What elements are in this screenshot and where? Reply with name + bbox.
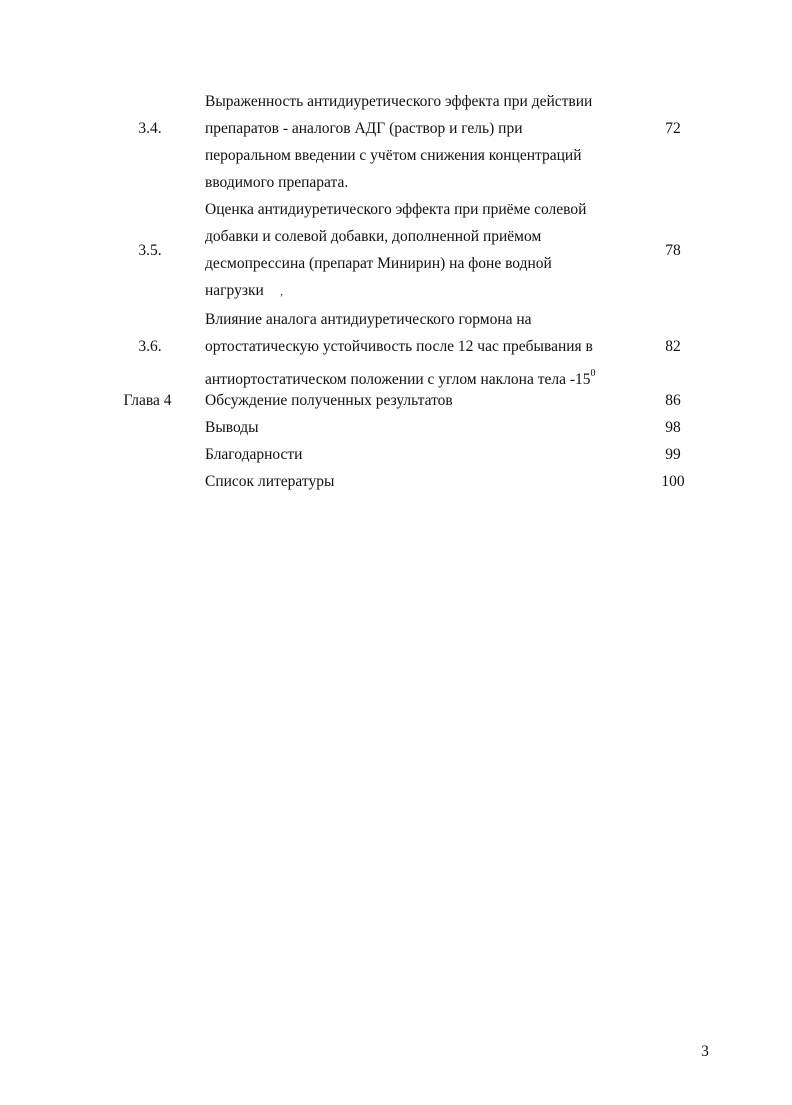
toc-title-line: Выводы: [205, 419, 259, 436]
toc-title-line: Выраженность антидиуретического эффекта при действии: [205, 93, 593, 110]
toc-entry-page: 78: [665, 242, 681, 259]
toc-entry-page: 86: [665, 392, 681, 409]
toc-title-line: Оценка антидиуретического эффекта при приёме солевой: [205, 201, 587, 218]
toc-entry-page: 99: [665, 446, 681, 463]
toc-title-line: препаратов - аналогов АДГ (раствор и гель) при: [205, 120, 523, 137]
toc-title-line: Влияние аналога антидиуретического гормона на: [205, 311, 532, 328]
toc-title-line: добавки и солевой добавки, дополненной приёмом: [205, 228, 542, 245]
toc-entry-title: [205, 88, 625, 196]
page-number: 3: [701, 1043, 709, 1060]
toc-entry-page: 72: [665, 120, 681, 137]
toc-title-line: десмопрессина (препарат Минирин) на фоне водной: [205, 255, 552, 272]
toc-title-line: Благодарности: [205, 446, 303, 463]
toc-entry-title: [205, 468, 625, 495]
toc-title-text: антиортостатическом положении с углом наклона тела -15: [205, 371, 591, 388]
degree-superscript: 0: [590, 368, 596, 379]
toc-title-line: пероральном введении с учётом снижения концентраций: [205, 147, 582, 164]
toc-entry-number: Глава 4: [123, 392, 172, 409]
toc-title-line: вводимого препарата.: [205, 174, 349, 191]
toc-entry-number: 3.6.: [138, 338, 162, 355]
toc-title-line: [205, 277, 625, 306]
toc-entry-title: [205, 196, 625, 306]
toc-entry-title: [205, 306, 625, 393]
toc-entry-title: [205, 441, 625, 468]
toc-title-line: Обсуждение полученных результатов: [205, 392, 453, 409]
toc-entry-page: 100: [661, 473, 685, 490]
toc-title-line: ортостатическую устойчивость после 12 час пребывания в: [205, 338, 593, 355]
toc-entry-title: [205, 387, 625, 414]
toc-entry-number: 3.4.: [138, 120, 162, 137]
toc-entry-number: 3.5.: [138, 242, 162, 259]
toc-title-text: нагрузки: [205, 282, 264, 299]
toc-entry-title: [205, 414, 625, 441]
toc-entry-page: 82: [665, 338, 681, 355]
toc-title-line: Список литературы: [205, 473, 335, 490]
stray-mark: ‚: [279, 286, 284, 298]
toc-entry-page: 98: [665, 419, 681, 436]
